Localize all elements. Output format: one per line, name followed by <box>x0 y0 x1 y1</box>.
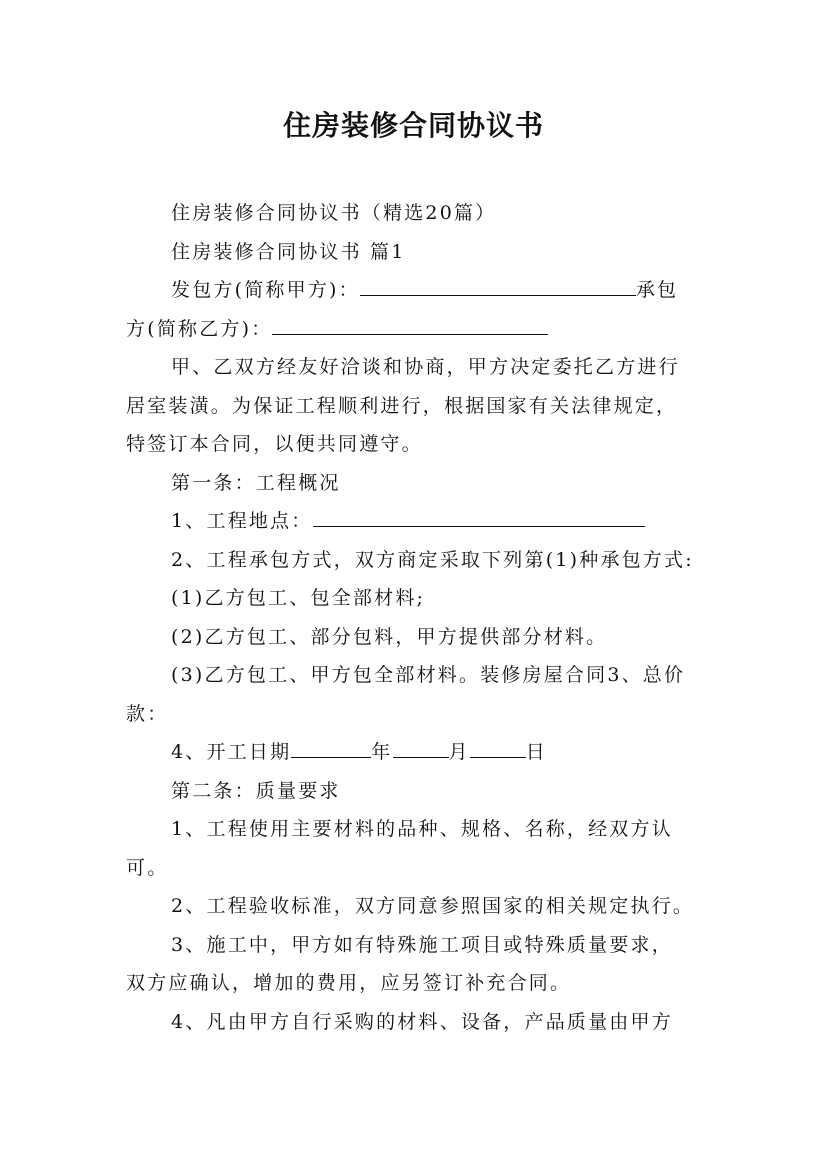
article-heading: 住房装修合同协议书 篇1 <box>171 240 406 263</box>
party-a-label: 发包方(简称甲方)： <box>171 279 360 301</box>
day-label: 日 <box>525 741 547 763</box>
document-title: 住房装修合同协议书 <box>282 109 544 142</box>
subtitle: 住房装修合同协议书（精选20篇） <box>171 202 497 224</box>
start-year-blank <box>291 735 371 758</box>
party-a-line <box>126 271 706 310</box>
site-address-blank <box>313 504 645 527</box>
item1-2-option1: (1)乙方包工、包全部材料; <box>171 587 426 609</box>
start-day-blank <box>470 735 526 758</box>
item2-1-line1: 1、工程使用主要材料的品种、规格、名称，经双方认 <box>171 818 673 840</box>
item1-2: 2、工程承包方式，双方商定采取下列第(1)种承包方式: <box>171 548 694 571</box>
item2-1-line2: 可。 <box>126 856 169 879</box>
section1-title: 第一条：工程概况 <box>171 471 341 494</box>
party-b-blank <box>272 312 548 335</box>
document-body <box>126 194 706 1041</box>
start-date-label: 4、开工日期 <box>171 741 292 763</box>
intro-line-2: 居室装潢。为保证工程顺利进行，根据国家有关法律规定， <box>126 394 678 417</box>
item2-4-line1: 4、凡由甲方自行采购的材料、设备，产品质量由甲方 <box>171 1010 673 1033</box>
party-b-label-part1: 承包 <box>635 279 679 301</box>
item1-2-option3-line2: 款： <box>126 702 169 725</box>
year-label: 年 <box>371 741 393 763</box>
party-a-blank <box>360 273 636 296</box>
party-b-label-part2: 方(简称乙方)： <box>126 317 273 340</box>
item1-1-line <box>126 502 706 541</box>
start-month-blank <box>393 735 449 758</box>
item1-1-label: 1、工程地点： <box>171 510 313 532</box>
item1-2-option3-line1: (3)乙方包工、甲方包全部材料。装修房屋合同3、总价 <box>171 664 686 686</box>
intro-line-1: 甲、乙双方经友好洽谈和协商，甲方决定委托乙方进行 <box>171 356 680 378</box>
month-label: 月 <box>448 741 470 763</box>
section2-title: 第二条：质量要求 <box>171 779 341 802</box>
item2-3-line2: 双方应确认，增加的费用，应另签订补充合同。 <box>126 972 572 994</box>
item2-3-line1: 3、施工中，甲方如有特殊施工项目或特殊质量要求， <box>171 933 673 956</box>
intro-line-3: 特签订本合同，以便共同遵守。 <box>126 433 423 455</box>
item2-2: 2、工程验收标准，双方同意参照国家的相关规定执行。 <box>171 895 695 917</box>
party-b-line <box>126 310 706 349</box>
item1-4-line <box>126 733 706 772</box>
item1-2-option2: (2)乙方包工、部分包料，甲方提供部分材料。 <box>171 625 608 648</box>
